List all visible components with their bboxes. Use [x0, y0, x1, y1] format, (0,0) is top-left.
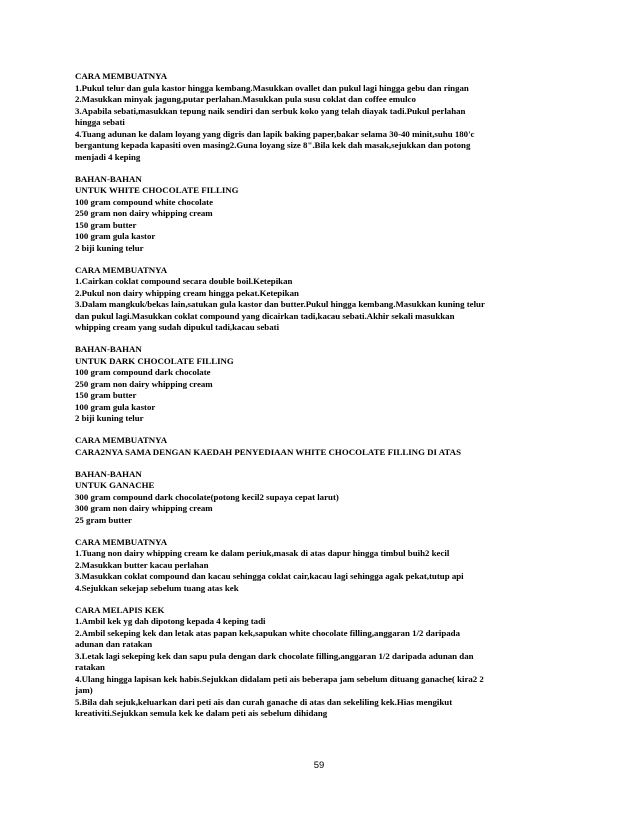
text-line: 1.Ambil kek yg dah dipotong kepada 4 keping tadi	[75, 616, 266, 626]
section-heading: BAHAN-BAHAN	[75, 173, 142, 184]
ingredient-line: 2 biji kuning telur	[75, 413, 144, 423]
ingredient-line: 100 gram gula kastor	[75, 401, 156, 412]
ingredient-line: 2 biji kuning telur	[75, 242, 144, 253]
text-line: 4.Tuang adunan ke dalam loyang yang digris dan lapik baking paper,bakar selama 30-40 minit,suhu 180'c	[75, 128, 475, 139]
text-line: 3.Dalam mangkuk/bekas lain,satukan gula kastor dan butter.Pukul hingga kembang.Masukkan kuning telur	[75, 299, 485, 309]
text-line: 2.Ambil sekeping kek dan letak atas papan kek,sapukan white chocolate filling,anggaran 1/2 daripada	[75, 627, 461, 638]
section-subheading: UNTUK DARK CHOCOLATE FILLING	[75, 355, 234, 366]
section-heading: BAHAN-BAHAN	[75, 468, 142, 479]
text-line: CARA2NYA SAMA DENGAN KAEDAH PENYEDIAAN WHITE CHOCOLATE FILLING DI ATAS	[75, 446, 461, 457]
text-line: 2.Masukkan butter kacau perlahan	[75, 559, 209, 570]
text-line: ratakan	[75, 662, 105, 672]
ingredient-line: 250 gram non dairy whipping cream	[75, 208, 213, 218]
ingredient-line: 25 gram butter	[75, 514, 132, 525]
section-heading: CARA MEMBUATNYA	[75, 536, 168, 547]
section-subheading: UNTUK WHITE CHOCOLATE FILLING	[75, 185, 239, 195]
white-chocolate-ingredients-section	[75, 174, 575, 255]
text-line: 3.Apabila sebati,masukkan tepung naik sendiri dan serbuk koko yang telah diayak tadi.Pukul perlahan	[75, 105, 466, 116]
ganache-ingredients-section	[75, 469, 575, 527]
text-line: 1.Cairkan coklat compound secara double boil.Ketepikan	[75, 276, 293, 286]
section-heading: BAHAN-BAHAN	[75, 344, 142, 354]
section-heading: CARA MEMBUATNYA	[75, 71, 168, 81]
cake-method-section	[75, 71, 575, 163]
text-line: dan pukul lagi.Masukkan coklat compound yang dicairkan tadi,kacau sebati.Akhir sekali masukkan	[75, 310, 455, 321]
text-line: 2.Pukul non dairy whipping cream hingga pekat.Ketepikan	[75, 287, 299, 298]
section-subheading: UNTUK GANACHE	[75, 480, 155, 490]
dark-chocolate-method-section	[75, 435, 575, 458]
text-line: menjadi 4 keping	[75, 151, 141, 162]
ingredient-line: 250 gram non dairy whipping cream	[75, 378, 213, 389]
ganache-method-section	[75, 537, 575, 595]
dark-chocolate-ingredients-section	[75, 344, 575, 425]
text-line: jam)	[75, 685, 93, 695]
text-line: 3.Letak lagi sekeping kek dan sapu pula dengan dark chocolate filling,anggaran 1/2 daripada adunan dan	[75, 650, 474, 661]
text-line: kreativiti.Sejukkan semula kek ke dalam peti ais sebelum dihidang	[75, 708, 328, 718]
recipe-document	[75, 71, 575, 730]
ingredient-line: 100 gram compound dark chocolate	[75, 367, 211, 377]
text-line: 4.Ulang hingga lapisan kek habis.Sejukkan didalam peti ais beberapa jam sebelum dituang ganache( kira2 2	[75, 673, 484, 684]
ingredient-line: 300 gram compound dark chocolate(potong kecil2 supaya cepat larut)	[75, 491, 339, 502]
ingredient-line: 150 gram butter	[75, 390, 137, 400]
text-line: adunan dan ratakan	[75, 639, 153, 649]
text-line: bergantung kepada kapasiti oven masing2.Guna loyang size 8".Bila kek dah masak,sejukkan dan potong	[75, 140, 471, 150]
section-heading: CARA MEMBUATNYA	[75, 264, 168, 275]
ingredient-line: 100 gram gula kastor	[75, 231, 156, 241]
text-line: whipping cream yang sudah dipukul tadi,kacau sebati	[75, 322, 280, 332]
text-line: 1.Tuang non dairy whipping cream ke dalam periuk,masak di atas dapur hingga timbul buih2 kecil	[75, 548, 450, 558]
text-line: 3.Masukkan coklat compound dan kacau sehingga coklat cair,kacau lagi sehingga agak pekat,tutup api	[75, 571, 464, 581]
ingredient-line: 300 gram non dairy whipping cream	[75, 503, 213, 513]
text-line: hingga sebati	[75, 117, 125, 127]
text-line: 2.Masukkan minyak jagung,putar perlahan.Masukkan pula susu coklat dan coffee emulco	[75, 94, 416, 104]
layering-method-section	[75, 605, 575, 720]
page-number: 59	[313, 760, 325, 771]
text-line: 4.Sejukkan sekejap sebelum tuang atas kek	[75, 582, 239, 593]
section-heading: CARA MEMBUATNYA	[75, 435, 168, 445]
text-line: 1.Pukul telur dan gula kastor hingga kembang.Masukkan ovallet dan pukul lagi hingga gebu dan ringan	[75, 82, 469, 93]
white-chocolate-method-section	[75, 265, 575, 334]
ingredient-line: 150 gram butter	[75, 219, 137, 230]
section-heading: CARA MELAPIS KEK	[75, 604, 165, 615]
ingredient-line: 100 gram compound white chocolate	[75, 196, 214, 207]
text-line: 5.Bila dah sejuk,keluarkan dari peti ais dan curah ganache di atas dan sekeliling kek.Hias mengikut	[75, 696, 453, 707]
